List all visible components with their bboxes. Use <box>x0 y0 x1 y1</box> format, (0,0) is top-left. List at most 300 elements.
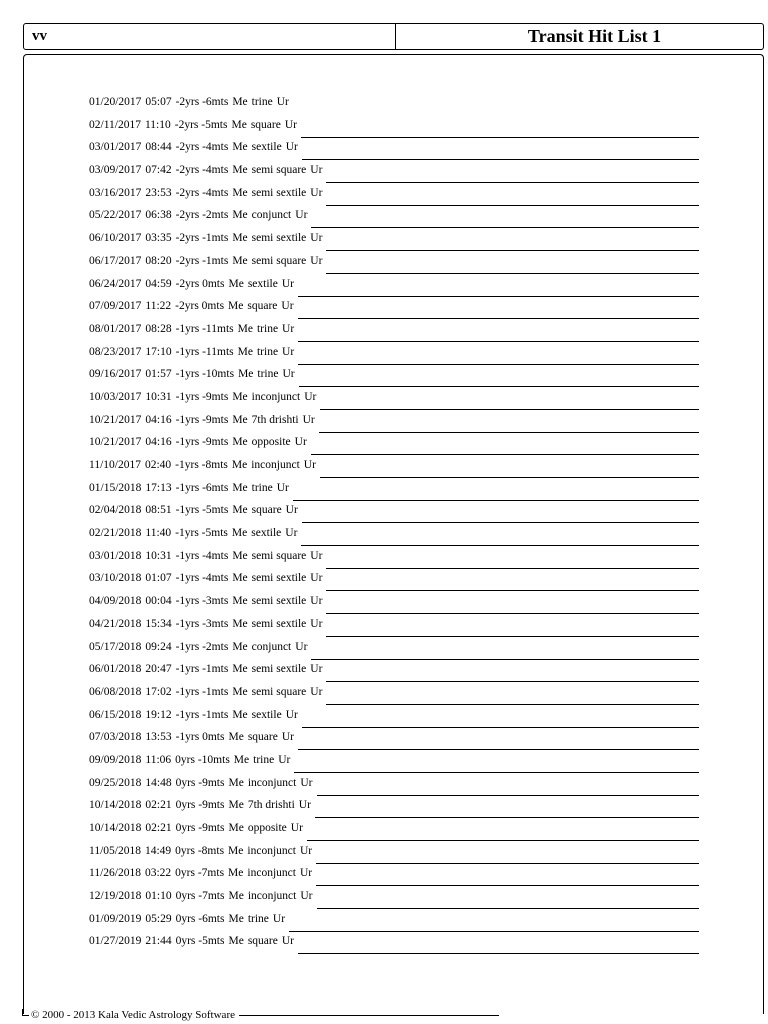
hit-offset: -1yrs -2mts <box>175 640 229 653</box>
list-item <box>89 910 699 933</box>
hit-target: Ur <box>285 504 298 517</box>
row-underline <box>326 184 699 206</box>
hit-time: 08:51 <box>145 504 172 517</box>
hit-date: 06/08/2018 <box>89 685 142 698</box>
row-underline <box>326 229 699 251</box>
footer <box>22 1006 764 1024</box>
hit-text <box>89 819 307 837</box>
list-item <box>89 275 699 298</box>
hit-time: 10:31 <box>145 549 172 562</box>
hit-time: 02:21 <box>145 822 172 834</box>
list-item <box>89 592 699 615</box>
hit-aspect: sextile <box>251 141 282 154</box>
hit-text <box>89 297 298 315</box>
hit-time: 10:31 <box>145 390 172 403</box>
hit-time: 19:12 <box>145 708 172 721</box>
hit-time: 05:07 <box>145 96 172 108</box>
hit-aspect: opposite <box>247 822 287 834</box>
hit-offset: -2yrs -4mts <box>175 141 229 154</box>
hit-aspect: semi sextile <box>251 595 307 608</box>
row-underline <box>317 774 700 796</box>
hit-text <box>89 229 326 247</box>
hit-aspect: inconjunct <box>247 890 297 903</box>
hit-planet: Me <box>228 300 244 313</box>
hit-text <box>89 728 298 746</box>
hit-planet: Me <box>232 504 248 517</box>
row-underline <box>289 910 699 932</box>
hit-time: 00:04 <box>145 595 172 608</box>
hit-text <box>89 615 326 633</box>
hit-date: 06/10/2017 <box>89 232 142 245</box>
hit-offset: -1yrs -9mts <box>175 436 229 449</box>
hit-aspect: square <box>247 935 278 948</box>
hit-text <box>89 569 326 587</box>
hit-planet: Me <box>231 118 247 131</box>
hit-planet: Me <box>232 617 248 630</box>
hit-offset: -1yrs -1mts <box>175 708 229 721</box>
row-underline <box>316 864 699 886</box>
hit-planet: Me <box>228 935 244 948</box>
hit-offset: 0yrs -9mts <box>175 799 225 812</box>
hit-offset: -1yrs -10mts <box>175 368 235 381</box>
hit-target: Ur <box>290 822 303 834</box>
hit-aspect: square <box>247 731 278 744</box>
hit-time: 13:53 <box>145 731 172 744</box>
list-item <box>89 93 699 116</box>
hit-aspect: sextile <box>251 708 282 721</box>
hit-time: 23:53 <box>145 186 172 199</box>
list-item <box>89 206 699 229</box>
hit-time: 11:40 <box>145 527 172 540</box>
hit-date: 10/03/2017 <box>89 390 142 403</box>
hit-offset: -2yrs -6mts <box>175 96 229 108</box>
hit-target: Ur <box>295 209 308 222</box>
hit-offset: -2yrs -4mts <box>175 164 229 177</box>
hit-aspect: square <box>250 118 281 131</box>
hit-offset: 0yrs -7mts <box>175 867 225 880</box>
hit-date: 04/09/2018 <box>89 595 142 608</box>
list-item <box>89 774 699 797</box>
hit-target: Ur <box>281 731 294 744</box>
hit-target: Ur <box>310 572 323 585</box>
hit-text <box>89 252 326 270</box>
hit-offset: 0yrs -10mts <box>175 753 230 766</box>
list-item <box>89 683 699 706</box>
hit-aspect: inconjunct <box>251 390 301 403</box>
hit-target: Ur <box>295 640 308 653</box>
row-underline <box>326 252 699 274</box>
hit-target: Ur <box>310 685 323 698</box>
hit-planet: Me <box>232 549 248 562</box>
hit-time: 03:22 <box>144 867 172 880</box>
hit-time: 17:02 <box>145 685 172 698</box>
hit-text <box>89 910 289 928</box>
hit-time: 05:29 <box>145 912 172 925</box>
list-item <box>89 365 699 388</box>
hit-aspect: semi sextile <box>251 232 307 245</box>
hit-aspect: semi sextile <box>251 186 307 199</box>
row-underline <box>326 569 699 591</box>
hit-text <box>89 411 319 429</box>
hit-date: 11/05/2018 <box>89 844 141 857</box>
hit-offset: -1yrs -1mts <box>175 663 229 676</box>
hit-aspect: semi sextile <box>251 617 307 630</box>
hit-offset: -1yrs -6mts <box>175 481 229 494</box>
hit-planet: Me <box>232 595 248 608</box>
list-item <box>89 388 699 411</box>
row-underline <box>302 138 699 160</box>
hit-time: 15:34 <box>145 617 172 630</box>
header-box <box>23 23 764 50</box>
hit-planet: Me <box>232 186 248 199</box>
hit-date: 05/17/2018 <box>89 640 142 653</box>
hit-planet: Me <box>232 232 248 245</box>
hit-date: 06/24/2017 <box>89 277 142 290</box>
transit-hit-list <box>89 93 699 955</box>
hit-text <box>89 774 317 792</box>
hit-date: 11/26/2018 <box>89 867 141 880</box>
hit-planet: Me <box>228 776 244 789</box>
hit-aspect: square <box>251 504 282 517</box>
hit-aspect: square <box>247 300 278 313</box>
hit-text <box>89 842 316 860</box>
hit-time: 08:28 <box>145 322 172 335</box>
hit-time: 04:16 <box>145 436 172 449</box>
hit-target: Ur <box>302 413 315 426</box>
list-item <box>89 887 699 910</box>
hit-aspect: inconjunct <box>247 776 297 789</box>
hit-offset: -2yrs -1mts <box>175 254 229 267</box>
hit-aspect: trine <box>257 368 279 381</box>
row-underline <box>293 479 699 501</box>
row-underline <box>298 343 699 365</box>
list-item <box>89 569 699 592</box>
hit-time: 01:07 <box>145 572 172 585</box>
hit-target: Ur <box>281 935 294 948</box>
hit-time: 02:21 <box>145 799 172 812</box>
hit-text <box>89 275 298 293</box>
hit-text <box>89 184 326 202</box>
row-underline <box>294 751 699 773</box>
hit-time: 02:40 <box>144 459 172 471</box>
hit-date: 02/04/2018 <box>89 504 142 517</box>
hit-date: 02/11/2017 <box>89 118 141 131</box>
hit-text <box>89 479 293 497</box>
hit-date: 06/15/2018 <box>89 708 142 721</box>
hit-time: 14:48 <box>145 776 172 789</box>
hit-target: Ur <box>299 844 313 857</box>
hit-offset: -1yrs -9mts <box>175 390 229 403</box>
list-item <box>89 433 699 456</box>
hit-target: Ur <box>285 527 298 540</box>
hit-target: Ur <box>281 277 294 290</box>
hit-offset: 0yrs -7mts <box>175 890 225 903</box>
hit-date: 01/15/2018 <box>89 481 142 494</box>
row-underline <box>311 206 699 228</box>
hit-target: Ur <box>278 753 291 766</box>
row-underline <box>298 320 699 342</box>
hit-time: 06:38 <box>145 209 172 222</box>
hit-date: 04/21/2018 <box>89 617 142 630</box>
hit-text <box>89 433 311 451</box>
hit-target: Ur <box>282 345 295 358</box>
hit-date: 07/03/2018 <box>89 731 142 744</box>
list-item <box>89 138 699 161</box>
hit-planet: Me <box>232 141 248 154</box>
hit-date: 10/21/2017 <box>89 413 142 426</box>
footer-corner-mark <box>22 1009 29 1016</box>
hit-date: 08/01/2017 <box>89 322 142 335</box>
hit-planet: Me <box>228 867 244 880</box>
list-item <box>89 615 699 638</box>
hit-time: 07:42 <box>145 164 172 177</box>
row-underline <box>326 615 699 637</box>
row-underline <box>302 501 699 523</box>
hit-aspect: sextile <box>251 527 282 540</box>
hit-text <box>89 161 326 179</box>
hit-target: Ur <box>310 186 323 199</box>
hit-offset: 0yrs -9mts <box>175 822 225 834</box>
hit-date: 03/10/2018 <box>89 572 142 585</box>
hit-planet: Me <box>232 96 248 108</box>
list-item <box>89 864 699 887</box>
hit-date: 10/14/2018 <box>89 799 142 812</box>
hit-planet: Me <box>231 459 248 471</box>
list-item <box>89 932 699 955</box>
chart-name: vv <box>24 24 396 49</box>
hit-aspect: semi square <box>251 549 307 562</box>
hit-aspect: semi sextile <box>251 663 307 676</box>
hit-date: 01/27/2019 <box>89 935 142 948</box>
row-underline <box>298 728 699 750</box>
list-item <box>89 161 699 184</box>
hit-date: 12/19/2018 <box>89 890 142 903</box>
hit-text <box>89 138 302 156</box>
hit-time: 04:59 <box>145 277 172 290</box>
hit-text <box>89 365 299 383</box>
hit-planet: Me <box>232 254 248 267</box>
row-underline <box>301 116 699 138</box>
list-item <box>89 819 699 842</box>
hit-target: Ur <box>281 300 294 313</box>
hit-time: 03:35 <box>145 232 172 245</box>
hit-time: 11:06 <box>145 753 172 766</box>
hit-date: 09/09/2018 <box>89 753 142 766</box>
row-underline <box>311 638 699 660</box>
row-underline <box>317 887 700 909</box>
hit-text <box>89 93 293 111</box>
hit-target: Ur <box>300 776 313 789</box>
row-underline <box>326 660 699 682</box>
hit-aspect: trine <box>256 345 279 358</box>
list-item <box>89 501 699 524</box>
hit-aspect: trine <box>247 912 269 925</box>
hit-date: 03/01/2018 <box>89 549 142 562</box>
list-item <box>89 297 699 320</box>
hit-time: 11:22 <box>145 300 172 313</box>
hit-aspect: trine <box>251 481 273 494</box>
row-underline <box>311 433 699 455</box>
hit-planet: Me <box>228 731 244 744</box>
hit-target: Ur <box>310 617 323 630</box>
hit-aspect: inconjunct <box>247 867 296 880</box>
copyright-text: © 2000 - 2013 Kala Vedic Astrology Software <box>31 1009 235 1021</box>
row-underline <box>298 932 699 954</box>
hit-planet: Me <box>228 822 244 834</box>
row-underline <box>307 819 699 841</box>
hit-date: 07/09/2017 <box>89 300 142 313</box>
hit-date: 10/14/2018 <box>89 822 142 834</box>
row-underline <box>320 456 699 478</box>
hit-offset: -1yrs 0mts <box>175 731 225 744</box>
hit-planet: Me <box>228 844 244 857</box>
hit-offset: 0yrs -9mts <box>175 776 225 789</box>
hit-text <box>89 501 302 519</box>
hit-target: Ur <box>310 232 323 245</box>
hit-target: Ur <box>276 96 289 108</box>
hit-date: 01/20/2017 <box>89 96 142 108</box>
hit-target: Ur <box>285 141 298 154</box>
hit-text <box>89 524 301 542</box>
hit-offset: -2yrs 0mts <box>175 277 225 290</box>
hit-offset: -1yrs -3mts <box>175 617 229 630</box>
row-underline <box>320 388 699 410</box>
hit-aspect: semi square <box>251 685 307 698</box>
hit-offset: 0yrs -6mts <box>175 912 225 925</box>
hit-text <box>89 116 301 134</box>
hit-offset: -2yrs -4mts <box>175 186 229 199</box>
list-item <box>89 751 699 774</box>
hit-text <box>89 592 326 610</box>
hit-aspect: conjunct <box>251 640 292 653</box>
hit-planet: Me <box>232 209 248 222</box>
hit-date: 03/01/2017 <box>89 141 142 154</box>
hit-text <box>89 796 315 814</box>
hit-text <box>89 751 294 769</box>
hit-target: Ur <box>310 595 323 608</box>
hit-target: Ur <box>294 436 307 449</box>
list-item <box>89 547 699 570</box>
hit-time: 17:13 <box>145 481 172 494</box>
list-item <box>89 184 699 207</box>
hit-target: Ur <box>303 459 316 471</box>
list-item <box>89 411 699 434</box>
hit-aspect: semi sextile <box>251 572 307 585</box>
hit-offset: -2yrs -2mts <box>175 209 229 222</box>
hit-text <box>89 887 317 905</box>
hit-date: 03/09/2017 <box>89 164 142 177</box>
row-underline <box>298 297 699 319</box>
page-title: Transit Hit List 1 <box>527 26 662 46</box>
hit-planet: Me <box>232 663 248 676</box>
hit-offset: -1yrs -11mts <box>175 322 234 335</box>
hit-offset: -1yrs -1mts <box>175 685 229 698</box>
hit-planet: Me <box>228 912 244 925</box>
hit-planet: Me <box>232 685 248 698</box>
hit-time: 20:47 <box>145 663 172 676</box>
hit-date: 10/21/2017 <box>89 436 142 449</box>
hit-date: 09/16/2017 <box>89 368 142 381</box>
row-underline <box>319 411 699 433</box>
hit-aspect: sextile <box>247 277 278 290</box>
row-underline <box>326 547 699 569</box>
hit-text <box>89 456 320 474</box>
hit-text <box>89 660 326 678</box>
hit-aspect: inconjunct <box>247 844 296 857</box>
row-underline <box>326 592 699 614</box>
hit-aspect: semi square <box>251 164 307 177</box>
hit-planet: Me <box>232 436 248 449</box>
hit-aspect: 7th drishti <box>247 799 295 812</box>
row-underline <box>299 365 699 387</box>
hit-date: 01/09/2019 <box>89 912 142 925</box>
hit-text <box>89 343 298 361</box>
hit-planet: Me <box>232 390 248 403</box>
hit-target: Ur <box>276 481 289 494</box>
row-underline <box>302 706 699 728</box>
hit-time: 17:10 <box>145 345 172 358</box>
hit-aspect: inconjunct <box>251 459 300 471</box>
hit-aspect: 7th drishti <box>251 413 299 426</box>
list-item <box>89 842 699 865</box>
list-item <box>89 728 699 751</box>
hit-planet: Me <box>232 572 248 585</box>
hit-time: 21:44 <box>145 935 172 948</box>
hit-time: 11:10 <box>144 118 171 131</box>
list-item <box>89 479 699 502</box>
hit-date: 03/16/2017 <box>89 186 142 199</box>
hit-time: 14:49 <box>144 844 172 857</box>
hit-planet: Me <box>237 322 253 335</box>
hit-target: Ur <box>282 368 295 381</box>
hit-offset: -1yrs -3mts <box>175 595 229 608</box>
hit-text <box>89 206 311 224</box>
hit-time: 01:10 <box>145 890 172 903</box>
hit-planet: Me <box>232 708 248 721</box>
hit-offset: -1yrs -5mts <box>175 504 229 517</box>
hit-offset: -1yrs -4mts <box>175 572 229 585</box>
hit-aspect: trine <box>256 322 279 335</box>
hit-offset: -1yrs -8mts <box>175 459 228 471</box>
row-underline <box>298 275 699 297</box>
hit-time: 04:16 <box>145 413 172 426</box>
hit-offset: -2yrs 0mts <box>175 300 225 313</box>
hit-date: 05/22/2017 <box>89 209 142 222</box>
row-underline <box>315 796 699 818</box>
list-item <box>89 320 699 343</box>
hit-time: 08:20 <box>145 254 172 267</box>
hit-text <box>89 638 311 656</box>
list-item <box>89 456 699 479</box>
hit-time: 08:44 <box>145 141 172 154</box>
list-item <box>89 796 699 819</box>
hit-time: 01:57 <box>145 368 172 381</box>
hit-date: 06/17/2017 <box>89 254 142 267</box>
footer-rule <box>239 1015 499 1016</box>
hit-planet: Me <box>232 481 248 494</box>
hit-planet: Me <box>232 640 248 653</box>
list-item <box>89 252 699 275</box>
hit-date: 02/21/2018 <box>89 527 142 540</box>
hit-planet: Me <box>231 527 248 540</box>
hit-planet: Me <box>232 413 248 426</box>
row-underline <box>316 842 699 864</box>
hit-text <box>89 388 320 406</box>
hit-offset: 0yrs -5mts <box>175 935 225 948</box>
row-underline <box>326 161 699 183</box>
list-item <box>89 116 699 139</box>
hit-target: Ur <box>304 390 317 403</box>
